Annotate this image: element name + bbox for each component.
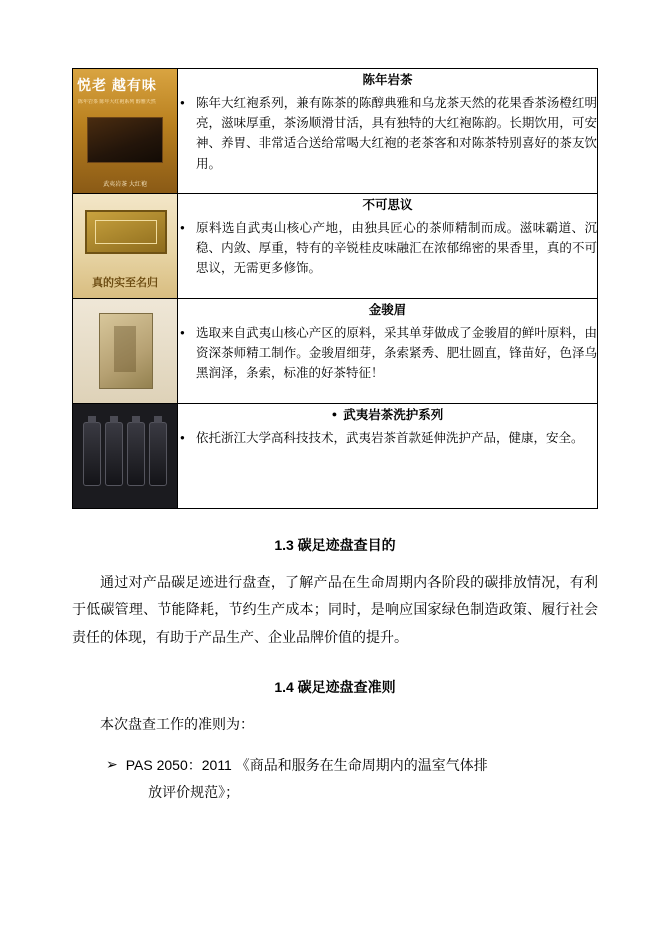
product-title: 不可思议 bbox=[362, 198, 413, 212]
tea-tin-shape bbox=[99, 313, 153, 389]
table-row bbox=[73, 69, 598, 194]
bottle-shape bbox=[105, 422, 123, 486]
product-image-footer-text: 武夷岩茶 大红袍 bbox=[103, 182, 147, 188]
product-description: ● 依托浙江大学高科技技术，武夷岩茶首款延伸洗护产品，健康，安全。 bbox=[178, 428, 597, 448]
table-cell-description bbox=[178, 299, 598, 404]
product-image-subtitle-text: 陈年岩茶 陈年大红袍系列 醇雅天然 bbox=[78, 99, 156, 105]
section-heading-criteria: 1.4 碳足迹盘查准则 bbox=[274, 678, 396, 695]
list-item bbox=[106, 752, 598, 807]
product-image-xihu-series bbox=[73, 404, 177, 508]
product-image-bukesiyi bbox=[73, 194, 177, 298]
product-description: ● 选取来自武夷山核心产区的原料，采其单芽做成了金骏眉的鲜叶原料，由资深茶师精工制作。金骏眉细芽，条索紧秀、肥壮圆直，锋苗好，色泽乌黑润泽，条索，标准的好茶特征！ bbox=[178, 323, 597, 384]
section-heading-purpose: 1.3 碳足迹盘查目的 bbox=[274, 537, 396, 553]
product-title: ● 武夷岩茶洗护系列 bbox=[178, 406, 597, 425]
bottle-shape bbox=[149, 422, 167, 486]
list-item-text bbox=[126, 752, 598, 807]
product-description: ● 原料选自武夷山核心产地，由独具匠心的茶师精制而成。滋味霸道、沉稳、内敛、厚重，特有的辛锐桂皮味融汇在浓郁绵密的果香里，真的不可思议，无需更多修饰。 bbox=[178, 218, 597, 279]
table-cell-image bbox=[73, 69, 178, 194]
table-cell-image bbox=[73, 404, 178, 509]
section-paragraph-criteria: 本次盘查工作的准则为： bbox=[100, 715, 254, 732]
product-title: 金骏眉 bbox=[368, 303, 407, 317]
product-table bbox=[72, 68, 598, 509]
product-image-caption-text: 真的实至名归 bbox=[92, 277, 158, 289]
list-item-line-1: PAS 2050：2011 《商品和服务在生命周期内的温室气体排 bbox=[125, 757, 488, 774]
product-box-shape bbox=[87, 117, 163, 163]
product-image-jinjunmei bbox=[73, 299, 177, 403]
product-image-chennian-yancha bbox=[73, 69, 177, 193]
table-row bbox=[73, 404, 598, 509]
table-cell-description bbox=[178, 194, 598, 299]
list-item-line-2: 放评价规范》； bbox=[148, 784, 240, 801]
table-row bbox=[73, 299, 598, 404]
product-title: 陈年岩茶 bbox=[362, 73, 413, 87]
bottle-shape bbox=[127, 422, 145, 486]
gift-box-shape bbox=[85, 210, 167, 254]
arrow-bullet-icon: ➢ bbox=[106, 757, 118, 774]
bottle-shape bbox=[83, 422, 101, 486]
table-row bbox=[73, 194, 598, 299]
table-cell-description bbox=[178, 404, 598, 509]
table-cell-image bbox=[73, 299, 178, 404]
section-paragraph-purpose: 通过对产品碳足迹进行盘查，了解产品在生命周期内各阶段的碳排放情况，有利于低碳管理、节能降耗，节约生产成本；同时，是响应国家绿色制造政策、履行社会责任的体现，有助于产品生产、企业品牌价值的提升。 bbox=[72, 574, 598, 645]
table-cell-image bbox=[73, 194, 178, 299]
product-image-banner-text: 悦老 越有味 bbox=[77, 77, 157, 93]
product-description: ● 陈年大红袍系列，兼有陈茶的陈醇典雅和乌龙茶天然的花果香茶汤橙红明亮，滋味厚重，茶汤顺滑甘活，具有独特的大红袍陈韵。长期饮用，可安神、养胃、非常适合送给常喝大红袍的老茶客和对陈茶特别喜好的茶友饮用。 bbox=[178, 93, 597, 174]
table-cell-description bbox=[178, 69, 598, 194]
